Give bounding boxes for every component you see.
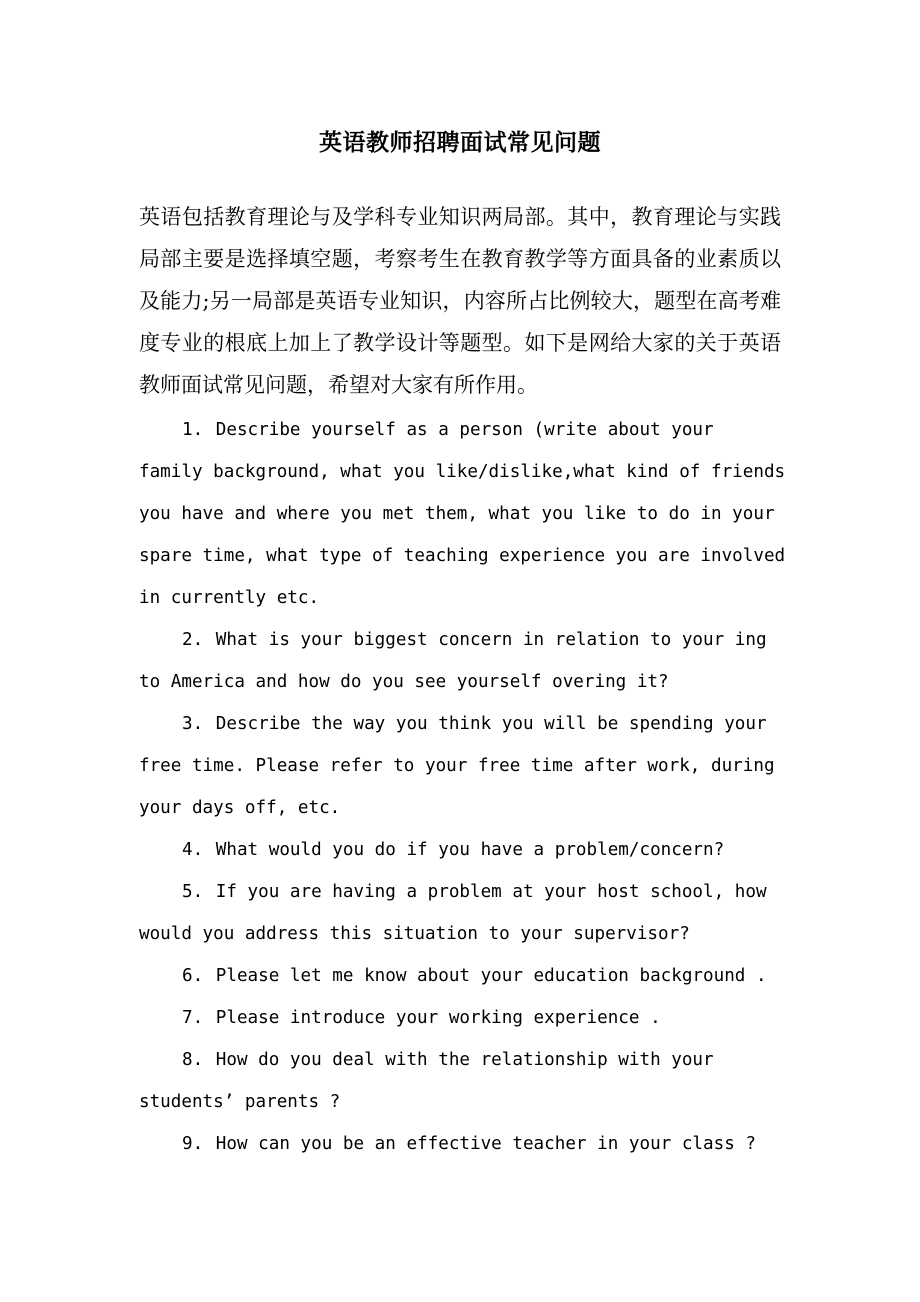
question-number: 7. xyxy=(182,1008,204,1028)
question-number: 3. xyxy=(182,714,204,734)
page-title: 英语教师招聘面试常见问题 xyxy=(319,129,601,157)
question-text: What is your biggest concern in relation to your ing to America and how do you see yourself overing it? xyxy=(139,630,767,692)
question-text: If you are having a problem at your host school, how would you address this situation to your supervisor? xyxy=(139,882,767,944)
question-text: How can you be an effective teacher in your class ? xyxy=(215,1134,756,1154)
question-item xyxy=(139,1039,787,1123)
question-number: 9. xyxy=(182,1134,204,1154)
question-text: How do you deal with the relationship with your students’ parents ? xyxy=(139,1050,714,1112)
question-number: 1. xyxy=(182,420,204,440)
question-number: 8. xyxy=(182,1050,204,1070)
question-text: Please introduce your working experience . xyxy=(215,1008,661,1028)
question-item xyxy=(139,997,787,1039)
question-item xyxy=(139,1123,787,1165)
question-number: 4. xyxy=(182,840,204,860)
question-item xyxy=(139,409,787,619)
question-list xyxy=(139,409,787,1165)
question-number: 6. xyxy=(182,966,204,986)
question-item xyxy=(139,955,787,997)
question-item xyxy=(139,619,787,703)
question-text: Please let me know about your education background . xyxy=(215,966,767,986)
question-text: What would you do if you have a problem/concern? xyxy=(215,840,725,860)
question-item xyxy=(139,703,787,829)
question-text: Describe the way you think you will be spending your free time. Please refer to your free time after work, during your days off, etc. xyxy=(139,714,775,818)
question-number: 5. xyxy=(182,882,204,902)
intro-paragraph: 英语包括教育理论与及学科专业知识两局部。其中，教育理论与实践局部主要是选择填空题，考察考生在教育教学等方面具备的业素质以及能力;另一局部是英语专业知识，内容所占比例较大，题型在高考难度专业的根底上加上了教学设计等题型。如下是网给大家的关于英语教师面试常见问题，希望对大家有所作用。 xyxy=(139,205,781,397)
question-item xyxy=(139,829,787,871)
question-number: 2. xyxy=(182,630,204,650)
question-text: Describe yourself as a person (write about your family background, what you like/dislike,what kind of friends you have and where you met them, what you like to do in your spare time, what type of teaching experience you are involved in currently etc. xyxy=(139,420,786,608)
question-item xyxy=(139,871,787,955)
